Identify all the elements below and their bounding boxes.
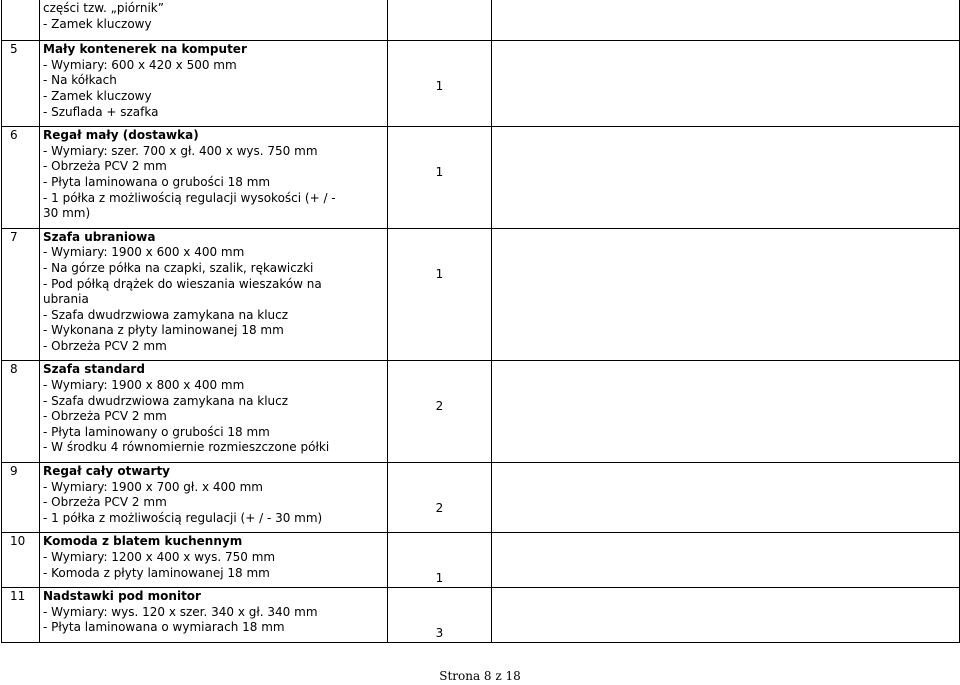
description-line: - Obrzeża PCV 2 mm xyxy=(43,409,167,424)
item-title: Regał cały otwarty xyxy=(43,464,171,479)
empty-cell xyxy=(492,588,960,643)
item-description-cell xyxy=(40,228,388,361)
description-line: - Wymiary: 1900 x 700 gł. x 400 mm xyxy=(43,479,263,494)
table-row xyxy=(2,228,960,361)
table-row xyxy=(2,127,960,229)
description-line: 30 mm) xyxy=(43,206,91,221)
description-line: - Płyta laminowany o grubości 18 mm xyxy=(43,424,270,439)
description-line: - Wymiary: 1900 x 600 x 400 mm xyxy=(43,245,245,260)
description-line: - Pod półką drążek do wieszania wieszaków na xyxy=(43,276,322,291)
description-line: - Wykonana z płyty laminowanej 18 mm xyxy=(43,323,284,338)
empty-cell xyxy=(492,0,960,41)
item-title: Szafa ubraniowa xyxy=(43,229,156,244)
description-line: - Płyta laminowana o wymiarach 18 mm xyxy=(43,620,285,635)
description-line: części tzw. „piórnik” xyxy=(43,1,164,15)
empty-cell xyxy=(492,463,960,533)
description-line: - Szuflada + szafka xyxy=(43,104,159,119)
table-row xyxy=(2,588,960,643)
empty-cell xyxy=(492,533,960,588)
item-description-cell xyxy=(40,0,388,41)
description-line: - Szafa dwudrzwiowa zamykana na klucz xyxy=(43,307,289,322)
description-line: - 1 półka z możliwością regulacji wysokości (+ / - xyxy=(43,190,336,205)
item-number-cell: 6 xyxy=(2,127,40,229)
item-title: Szafa standard xyxy=(43,362,145,377)
item-number-cell xyxy=(2,0,40,41)
item-description-cell xyxy=(40,41,388,127)
item-number-cell: 8 xyxy=(2,361,40,463)
description-line: - Obrzeża PCV 2 mm xyxy=(43,159,167,174)
description-line: - Na kółkach xyxy=(43,73,117,88)
description-line: - Komoda z płyty laminowanej 18 mm xyxy=(43,565,270,580)
quantity-cell: 1 xyxy=(388,533,492,588)
description-line: - Zamek kluczowy xyxy=(43,88,152,103)
quantity-cell: 1 xyxy=(388,127,492,229)
page-number: Strona 8 z 18 xyxy=(439,669,521,683)
item-title: Komoda z blatem kuchennym xyxy=(43,534,243,549)
table-row xyxy=(2,533,960,588)
table-row xyxy=(2,361,960,463)
empty-cell xyxy=(492,127,960,229)
item-title: Nadstawki pod monitor xyxy=(43,589,201,604)
description-line: - Wymiary: 1900 x 800 x 400 mm xyxy=(43,378,245,393)
quantity-cell: 2 xyxy=(388,361,492,463)
description-line: ubrania xyxy=(43,292,89,307)
item-number-cell: 10 xyxy=(2,533,40,588)
description-line: - Wymiary: wys. 120 x szer. 340 x gł. 340 mm xyxy=(43,604,318,619)
quantity-cell: 3 xyxy=(388,588,492,643)
quantity-cell: 2 xyxy=(388,463,492,533)
description-line: - Na górze półka na czapki, szalik, rękawiczki xyxy=(43,260,314,275)
table-row xyxy=(2,0,960,41)
item-number-cell: 11 xyxy=(2,588,40,643)
quantity-cell: 1 xyxy=(388,228,492,361)
description-line: - Wymiary: 1200 x 400 x wys. 750 mm xyxy=(43,550,276,564)
description-line: - Wymiary: 600 x 420 x 500 mm xyxy=(43,57,237,72)
empty-cell xyxy=(492,228,960,361)
item-title: Mały kontenerek na komputer xyxy=(43,42,247,57)
empty-cell xyxy=(492,361,960,463)
description-line: - Szafa dwudrzwiowa zamykana na klucz xyxy=(43,393,289,408)
item-description-cell xyxy=(40,533,388,588)
specification-table xyxy=(1,0,960,643)
quantity-cell: 1 xyxy=(388,41,492,127)
table-row xyxy=(2,463,960,533)
description-line: - Zamek kluczowy xyxy=(43,16,152,31)
item-description-cell xyxy=(40,361,388,463)
item-title: Regał mały (dostawka) xyxy=(43,128,199,143)
description-line: - Obrzeża PCV 2 mm xyxy=(43,495,167,510)
quantity-cell xyxy=(388,0,492,41)
item-description-cell xyxy=(40,463,388,533)
item-number-cell: 9 xyxy=(2,463,40,533)
description-line: - 1 półka z możliwością regulacji (+ / - 30 mm) xyxy=(43,510,323,525)
item-description-cell xyxy=(40,127,388,229)
item-number-cell: 5 xyxy=(2,41,40,127)
description-line: - Obrzeża PCV 2 mm xyxy=(43,338,167,353)
table-row xyxy=(2,41,960,127)
description-line: - Wymiary: szer. 700 x gł. 400 x wys. 750 mm xyxy=(43,143,318,158)
description-line: - W środku 4 równomiernie rozmieszczone półki xyxy=(43,440,330,455)
description-line: - Płyta laminowana o grubości 18 mm xyxy=(43,174,271,189)
empty-cell xyxy=(492,41,960,127)
item-number-cell: 7 xyxy=(2,228,40,361)
item-description-cell xyxy=(40,588,388,643)
